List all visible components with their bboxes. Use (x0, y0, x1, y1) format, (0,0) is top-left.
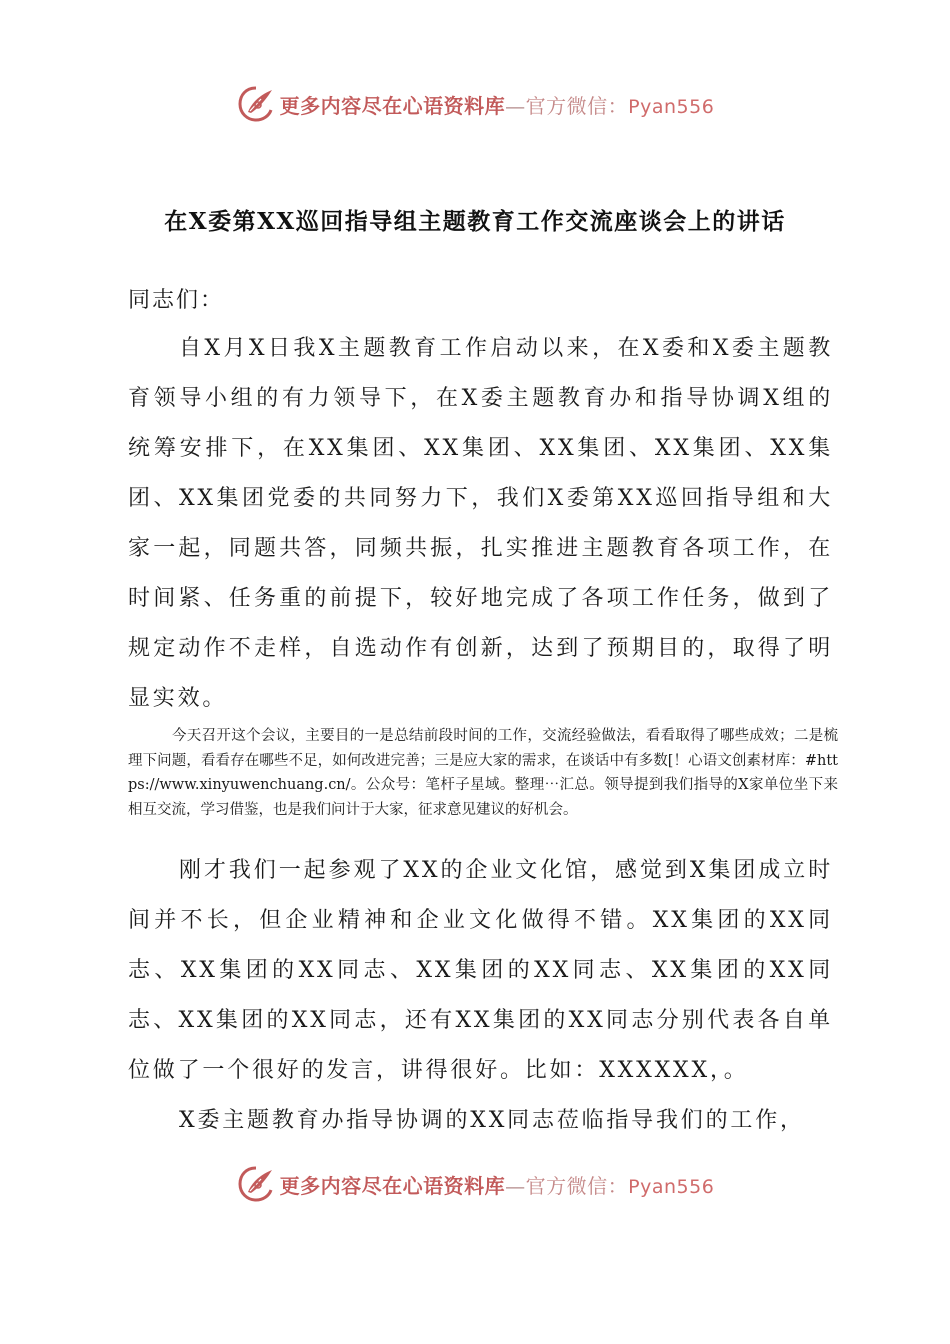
banner-separator: — (505, 1173, 526, 1198)
paragraph-1: 自X月X日我X主题教育工作启动以来，在X委和X委主题教育领导小组的有力领导下，在X委主题教育办和指导协调X组的统筹安排下，在XX集团、XX集团、XX集团、XX集团、XX集团、XX集团党委的共同努力下，我们X委第XX巡回指导组和大家一起，同题共答，同频共振，扎实推进主题教育各项工作，在时间紧、任务重的前提下，较好地完成了各项工作任务，做到了规定动作不走样，自选动作有创新，达到了预期目的，取得了明显实效。 (128, 336, 833, 711)
greeting: 同志们： (128, 288, 225, 313)
footer-watermark-banner (0, 1162, 950, 1206)
paragraph-2: 今天召开这个会议，主要目的一是总结前段时间的工作，交流经验做法，看看取得了哪些成效；二是梳理下问题，看看存在哪些不足，如何改进完善；三是应大家的需求，在谈话中有多数[！心语文创素材库：#https://www.xinyuwenchuang.cn/。公众号：笔杆子星域。整理⋯汇总。领导提到我们指导的X家单位坐下来相互交流，学习借鉴，也是我们问计于大家，征求意见建议的好机会。 (128, 728, 838, 818)
banner-wechat-id: Pyan556 (628, 1175, 715, 1198)
quill-pen-logo-icon (236, 1164, 276, 1204)
document-title: 在X委第XX巡回指导组主题教育工作交流座谈会上的讲话 (164, 208, 786, 235)
banner-main-text: 更多内容尽在心语资料库 (279, 93, 506, 118)
paragraph-3: 刚才我们一起参观了XX的企业文化馆，感觉到X集团成立时间并不长，但企业精神和企业文化做得不错。XX集团的XX同志、XX集团的XX同志、XX集团的XX同志、XX集团的XX同志、XX集团的XX同志，还有XX集团的XX同志分别代表各自单位做了一个很好的发言，讲得很好。比如：XXXXXX，。 (128, 858, 833, 1083)
banner-separator: — (505, 93, 526, 118)
quill-pen-logo-icon (236, 84, 276, 124)
paragraph-4: X委主题教育办指导协调的XX同志莅临指导我们的工作， (179, 1108, 805, 1133)
banner-sub-text: 官方微信： (525, 93, 629, 118)
header-watermark-banner (0, 82, 950, 126)
banner-main-text: 更多内容尽在心语资料库 (279, 1173, 506, 1198)
banner-sub-text: 官方微信： (525, 1173, 629, 1198)
banner-wechat-id: Pyan556 (628, 95, 715, 118)
